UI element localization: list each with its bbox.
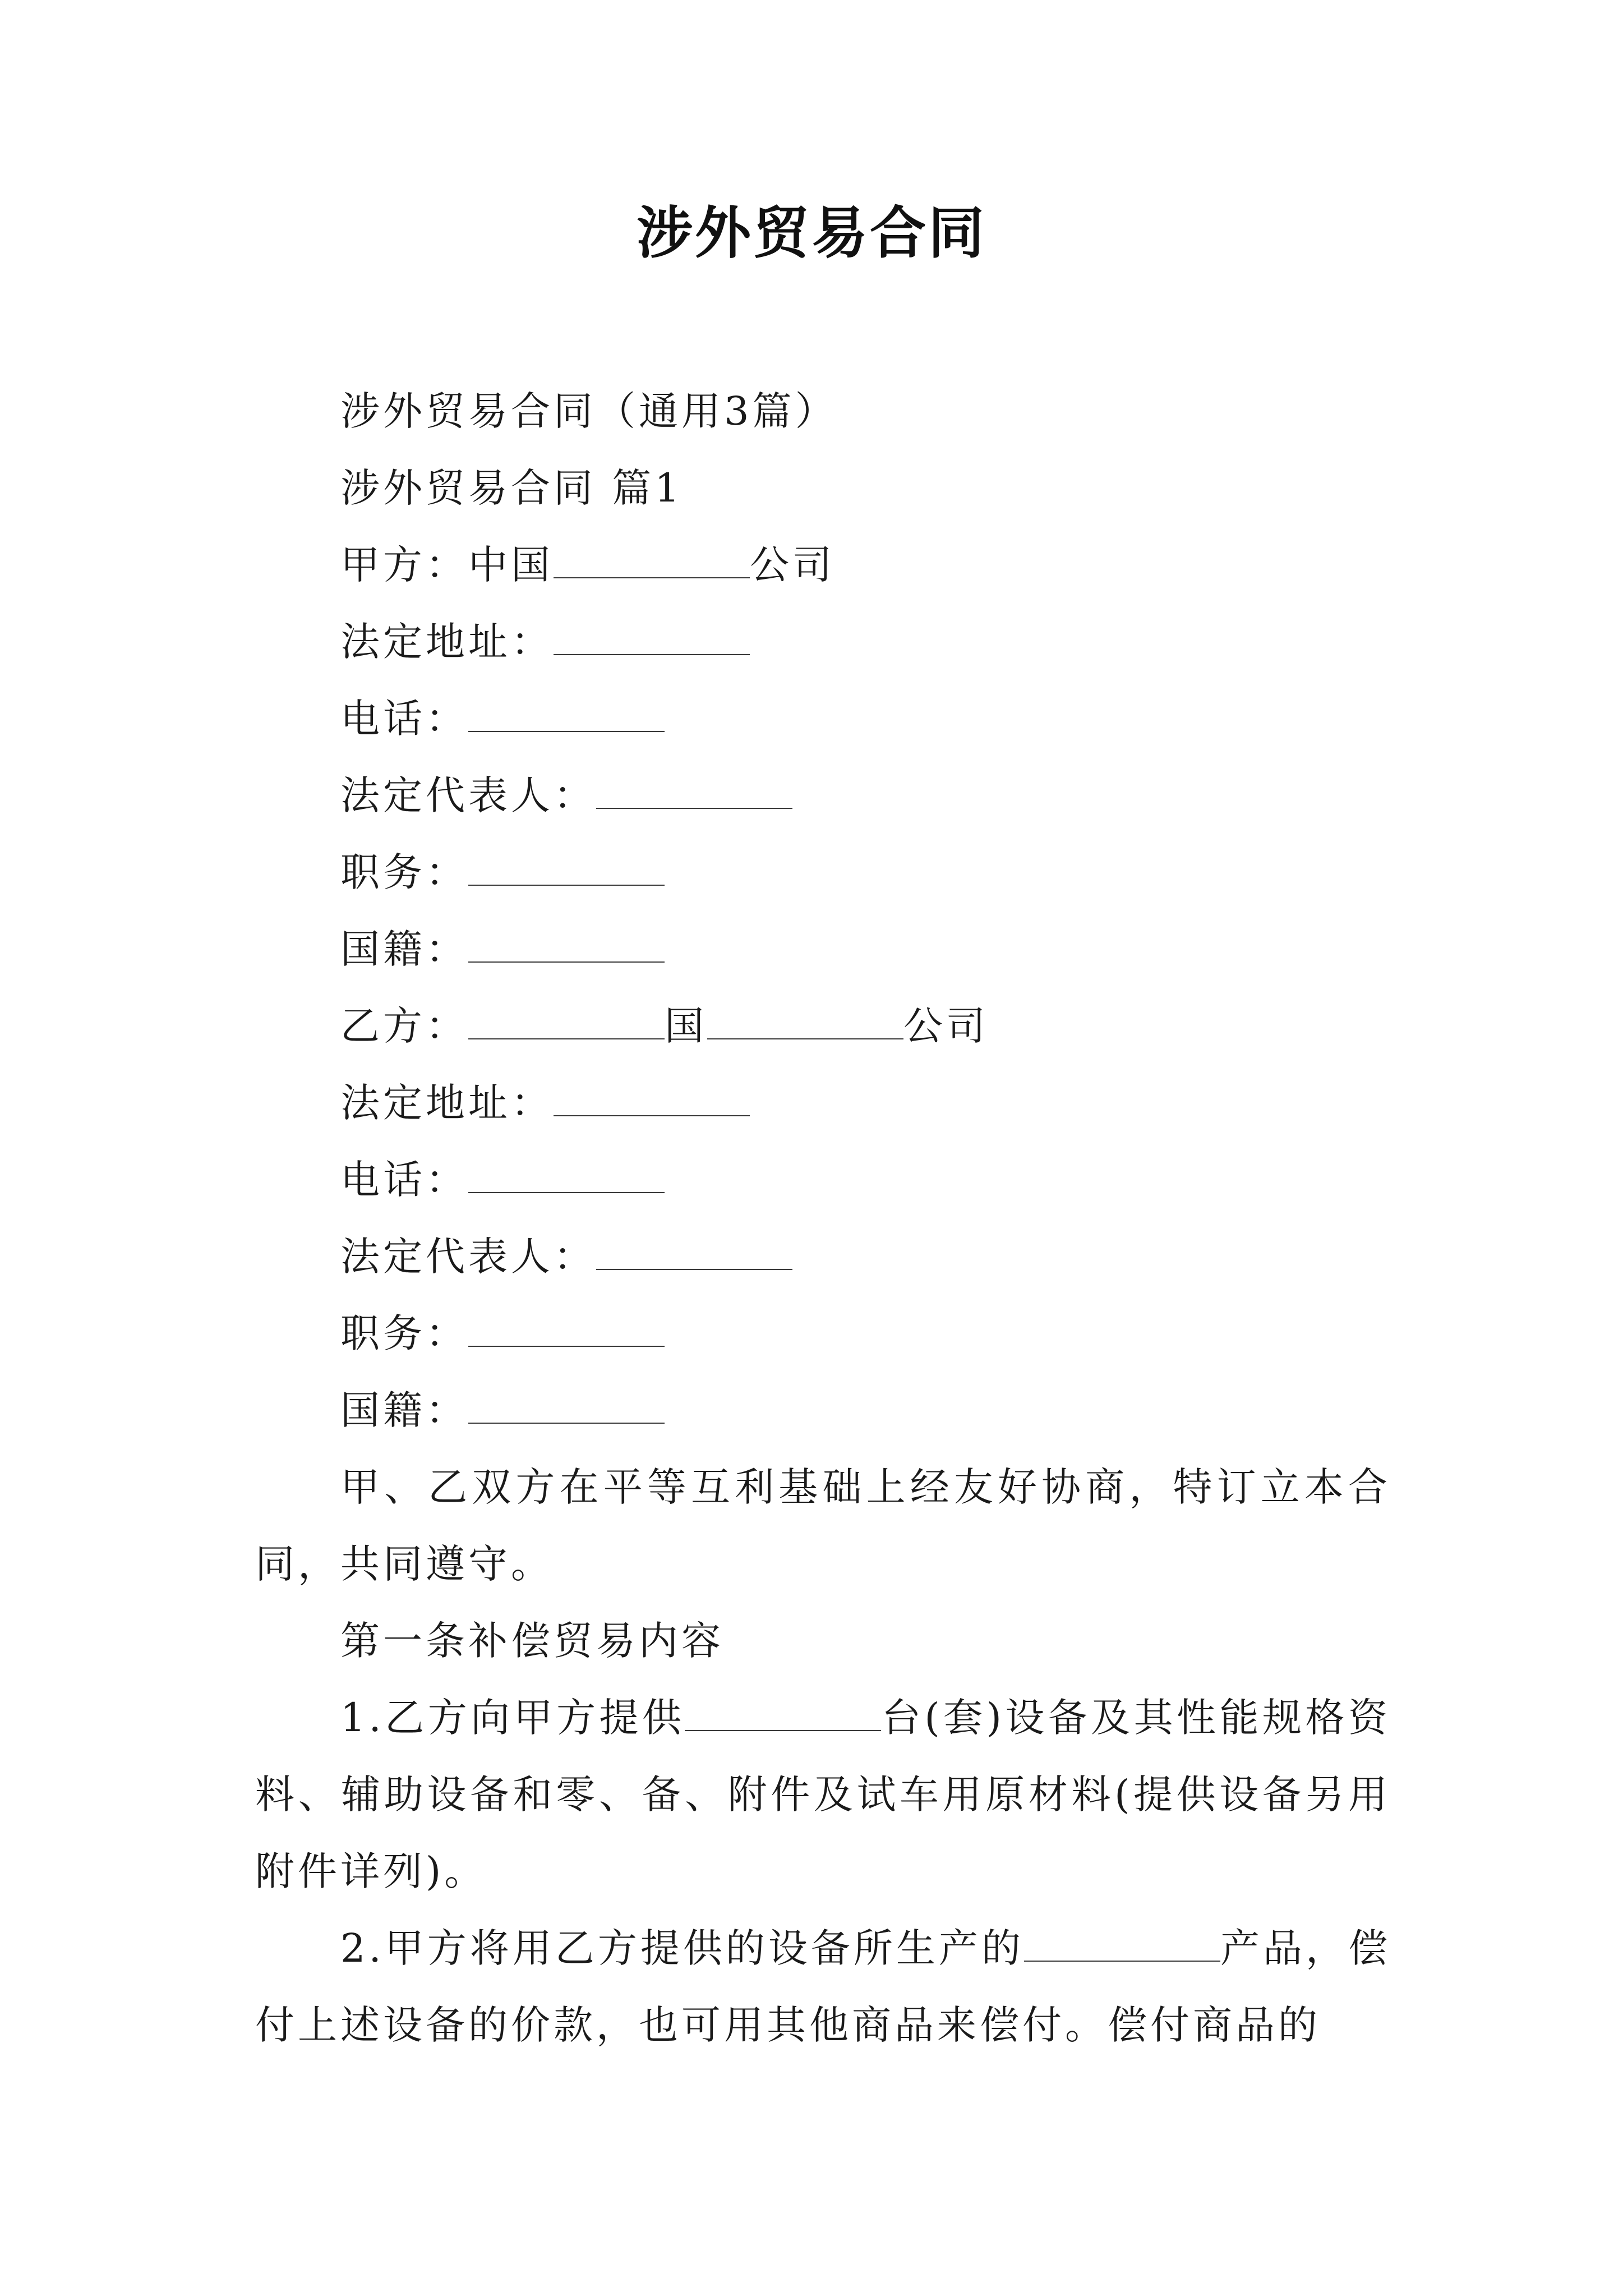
position-b-line	[255, 1295, 1391, 1372]
clause-2-rest: 产品，偿付上述设备的价款，也可用其他商品来偿付。偿付商品的	[255, 1925, 1391, 2048]
clause-2-prefix: 2.甲方将用乙方提供的设备所生产的	[340, 1925, 1024, 1971]
party-b-country-blank	[468, 1007, 665, 1039]
position-b-blank	[468, 1314, 665, 1347]
address-b-label: 法定地址：	[340, 1080, 554, 1126]
address-b-line	[255, 1065, 1391, 1142]
section-heading-line	[255, 450, 1391, 527]
section-heading-text: 涉外贸易合同 篇1	[340, 465, 683, 511]
phone-a-blank	[468, 700, 665, 732]
address-b-blank	[554, 1084, 750, 1116]
rep-a-label: 法定代表人：	[340, 772, 596, 818]
position-b-label: 职务：	[340, 1310, 468, 1356]
phone-a-label: 电话：	[340, 696, 468, 742]
phone-a-line	[255, 680, 1391, 757]
article-1-heading-line	[255, 1603, 1391, 1680]
clause-2-product-blank	[1024, 1929, 1220, 1962]
rep-b-line	[255, 1218, 1391, 1295]
address-a-line	[255, 604, 1391, 680]
document-body	[255, 373, 1391, 2064]
article-1-heading: 第一条补偿贸易内容	[340, 1618, 724, 1664]
nationality-b-label: 国籍：	[340, 1387, 468, 1433]
address-a-blank	[554, 623, 750, 655]
party-a-line	[255, 527, 1391, 604]
document-title: 涉外贸易合同	[637, 200, 986, 266]
intro-paragraph	[255, 1449, 1391, 1603]
nationality-a-blank	[468, 930, 665, 963]
position-a-blank	[468, 853, 665, 886]
clause-2-paragraph	[255, 1910, 1391, 2064]
rep-b-blank	[596, 1237, 792, 1270]
nationality-b-line	[255, 1372, 1391, 1449]
phone-b-label: 电话：	[340, 1157, 468, 1203]
subtitle-text: 涉外贸易合同（通用3篇）	[340, 388, 838, 434]
subtitle-line	[255, 373, 1391, 450]
intro-paragraph-text: 甲、乙双方在平等互利基础上经友好协商，特订立本合同，共同遵守。	[255, 1464, 1391, 1587]
position-a-label: 职务：	[340, 849, 468, 895]
clause-1-paragraph	[255, 1680, 1391, 1910]
party-b-label: 乙方：	[340, 1003, 468, 1049]
nationality-a-line	[255, 911, 1391, 988]
nationality-b-blank	[468, 1391, 665, 1424]
party-b-line	[255, 988, 1391, 1065]
party-b-mid: 国	[665, 1003, 707, 1049]
party-b-suffix: 公司	[903, 1003, 989, 1049]
rep-a-line	[255, 757, 1391, 834]
clause-1-prefix: 1.乙方向甲方提供	[340, 1695, 685, 1741]
address-a-label: 法定地址：	[340, 619, 554, 665]
nationality-a-label: 国籍：	[340, 926, 468, 972]
rep-b-label: 法定代表人：	[340, 1234, 596, 1280]
party-a-label: 甲方：中国	[340, 542, 554, 588]
rep-a-blank	[596, 776, 792, 809]
clause-1-rest: 台(套)设备及其性能规格资料、辅助设备和零、备、附件及试车用原材料(提供设备另用附件详列)。	[255, 1695, 1391, 1894]
party-a-name-blank	[554, 546, 750, 578]
clause-1-quantity-blank	[685, 1699, 881, 1731]
party-b-name-blank	[707, 1007, 903, 1039]
position-a-line	[255, 834, 1391, 911]
phone-b-line	[255, 1142, 1391, 1218]
party-a-suffix: 公司	[750, 542, 835, 588]
phone-b-blank	[468, 1161, 665, 1193]
